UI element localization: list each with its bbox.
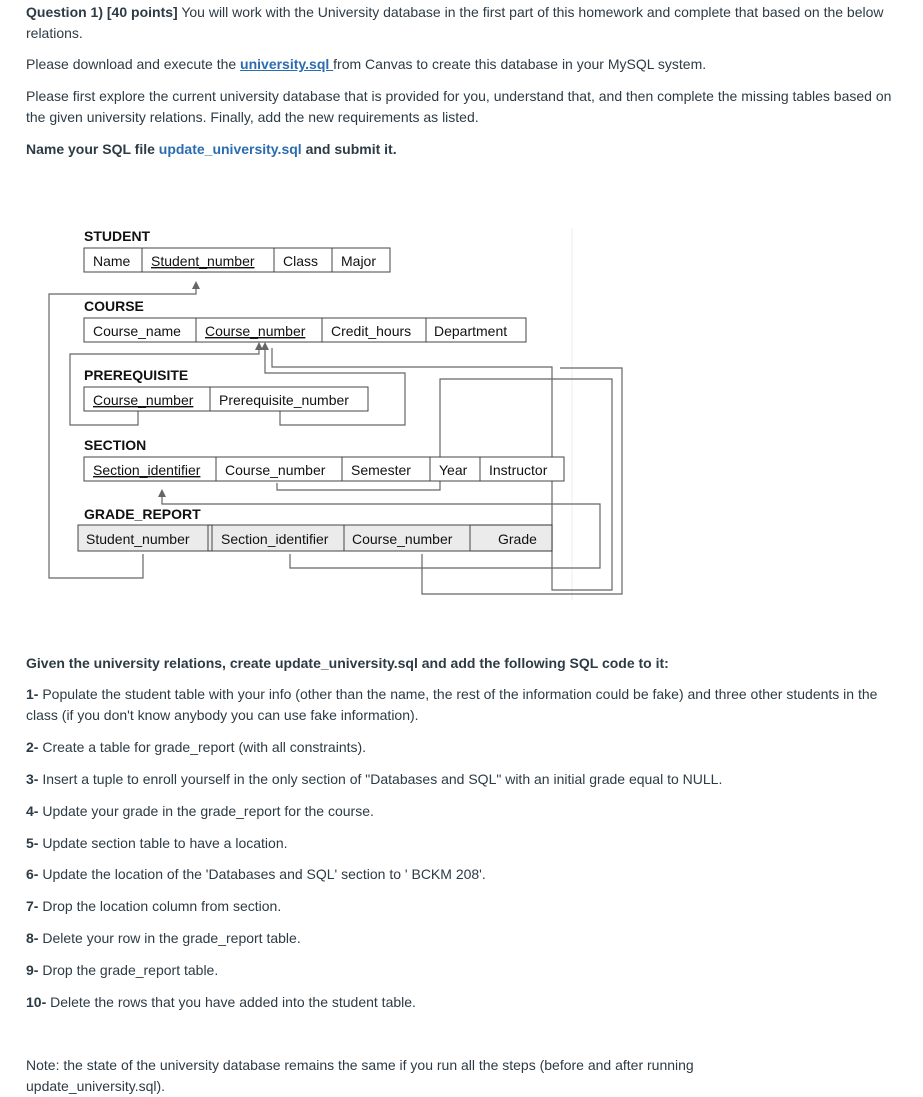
task-item xyxy=(26,928,896,949)
task-number: 4- xyxy=(26,803,39,819)
download-text-after: from Canvas to create this database in your MySQL system. xyxy=(333,56,707,72)
attr-name: Name xyxy=(93,253,131,269)
relation-course xyxy=(84,318,526,342)
university-sql-link[interactable]: university.sql xyxy=(240,56,334,72)
task-item xyxy=(26,896,896,917)
task-number: 1- xyxy=(26,686,39,702)
attr-course-name: Course_name xyxy=(93,323,181,339)
note: Note: the state of the university database remains the same if you run all the steps (before and after running update_university.sql). xyxy=(26,1057,694,1094)
task-text: Update your grade in the grade_report for the course. xyxy=(38,803,374,819)
relation-title-grade-report: GRADE_REPORT xyxy=(84,506,201,522)
relation-title-section: SECTION xyxy=(84,437,147,453)
task-text: Delete your row in the grade_report table. xyxy=(38,930,301,946)
attr-department: Department xyxy=(434,323,508,339)
task-text: Update the location of the 'Databases and SQL' section to ' BCKM 208'. xyxy=(38,866,486,882)
task-text: Populate the student table with your info (other than the name, the rest of the information could be fake) and three other students in the class (if you don't know anybody you can use fake information). xyxy=(26,686,878,723)
task-number: 9- xyxy=(26,962,39,978)
relation-title-prerequisite: PREREQUISITE xyxy=(84,367,189,383)
attr-student-number-pk: Student_number xyxy=(151,253,255,269)
task-number: 3- xyxy=(26,771,39,787)
relation-title-student: STUDENT xyxy=(84,228,151,244)
task-item xyxy=(26,737,896,758)
filename: update_university.sql xyxy=(158,141,302,157)
attr-section-course-number: Course_number xyxy=(225,462,326,478)
attr-semester: Semester xyxy=(351,462,411,478)
relation-grade-report xyxy=(78,525,552,551)
attr-course-number-pk: Course_number xyxy=(205,323,306,339)
question-intro-text: You will work with the University database in the first part of this homework and complete that based on the below relations. xyxy=(26,4,884,41)
attr-section-identifier-pk: Section_identifier xyxy=(93,462,201,478)
attr-major: Major xyxy=(341,253,377,269)
attr-year: Year xyxy=(439,462,468,478)
task-text: Delete the rows that you have added into the student table. xyxy=(46,994,416,1010)
fk-arrow-section xyxy=(158,489,166,497)
task-text: Drop the grade_report table. xyxy=(38,962,219,978)
task-number: 7- xyxy=(26,898,39,914)
question-label: Question 1) [40 points] xyxy=(26,4,178,20)
explore-instruction: Please first explore the current university database that is provided for you, understand that, and then complete the missing tables based on the given university relations. Finally, add the new requirements as listed. xyxy=(26,88,892,125)
relation-prerequisite xyxy=(84,387,368,411)
tasks-heading: Given the university relations, create update_university.sql and add the following SQL code to it: xyxy=(26,655,669,671)
attr-credit-hours: Credit_hours xyxy=(331,323,412,339)
task-item xyxy=(26,769,896,790)
task-item xyxy=(26,801,896,822)
attr-grade-course-number: Course_number xyxy=(352,531,453,547)
task-item xyxy=(26,864,896,885)
download-text-before: Please download and execute the xyxy=(26,56,241,72)
filename-text-after: and submit it. xyxy=(301,141,397,157)
relation-title-course: COURSE xyxy=(84,298,144,314)
relation-student xyxy=(84,248,390,272)
task-number: 6- xyxy=(26,866,39,882)
task-number: 8- xyxy=(26,930,39,946)
attr-prereq-course-number: Course_number xyxy=(93,392,194,408)
attr-grade-section-identifier: Section_identifier xyxy=(221,531,329,547)
task-item xyxy=(26,684,896,726)
task-text: Insert a tuple to enroll yourself in the only section of "Databases and SQL" with an initial grade equal to NULL. xyxy=(38,771,723,787)
task-item xyxy=(26,833,896,854)
task-number: 10- xyxy=(26,994,47,1010)
attr-grade-student-number: Student_number xyxy=(86,531,190,547)
attr-class: Class xyxy=(283,253,319,269)
task-text: Drop the location column from section. xyxy=(38,898,282,914)
task-item xyxy=(26,992,896,1013)
relation-section xyxy=(84,457,564,481)
task-number: 5- xyxy=(26,835,39,851)
attr-prerequisite-number: Prerequisite_number xyxy=(219,392,349,408)
filename-text-before: Name your SQL file xyxy=(26,141,159,157)
task-text: Create a table for grade_report (with all constraints). xyxy=(38,739,367,755)
task-text: Update section table to have a location. xyxy=(38,835,288,851)
task-number: 2- xyxy=(26,739,39,755)
attr-instructor: Instructor xyxy=(489,462,548,478)
fk-arrow-course-2 xyxy=(261,342,269,350)
attr-grade: Grade xyxy=(498,531,537,547)
task-item xyxy=(26,960,896,981)
fk-arrow-student xyxy=(192,281,200,289)
